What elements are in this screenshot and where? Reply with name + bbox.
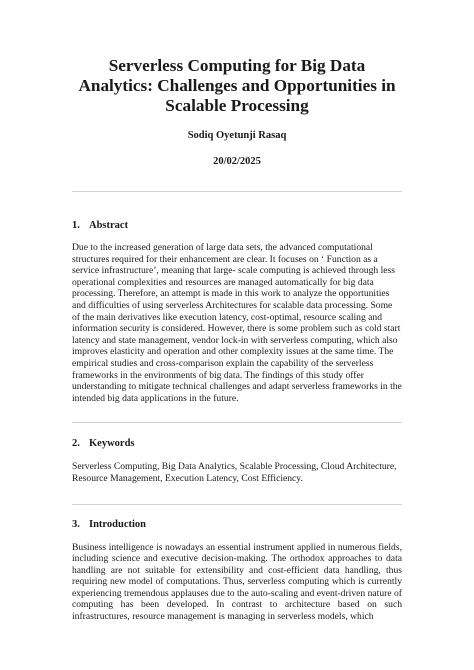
abstract-heading: [72, 220, 402, 231]
author-name: Sodiq Oyetunji Rasaq: [187, 130, 287, 141]
publication-date: 20/02/2025: [213, 156, 261, 167]
keywords-heading: [72, 438, 402, 449]
section-divider: [72, 504, 402, 505]
section-divider: [72, 191, 402, 192]
introduction-title: Introduction: [89, 518, 146, 530]
abstract-title: Abstract: [89, 220, 129, 231]
keywords-text: Serverless Computing, Big Data Analytics, Scalable Processing, Cloud Architecture, Resource Management, Execution Latency, Cost Efficiency.: [72, 461, 397, 484]
keywords-title: Keywords: [89, 438, 135, 450]
section-divider: [72, 422, 402, 423]
introduction-text: Business intelligence is nowadays an essential instrument applied in numerous fields, including science and executive decision-making. The orthodox approaches to data handling are not suitable for extensibility and cost-efficient data handling, thus requiring new model of computations. Thus, serverless computing which is currently experiencing tremendous applauses due to the auto-scaling and event-driven nature of computing has been developed. In contrast to architecture based on such infrastructures, resource management is managing in serverless models, which: [72, 541, 402, 623]
paper-title: Serverless Computing for Big Data Analytics: Challenges and Opportunities in Scalable Processing: [78, 56, 396, 115]
introduction-number: 3.: [72, 518, 80, 530]
introduction-heading: [72, 519, 402, 530]
abstract-text: Due to the increased generation of large data sets, the advanced computational structures required for their enhancement are clear. It focuses on ‘ Function as a service infrastructure’, meaning that large- scale computing is achieved through less operational complexities and resources are managed automatically for big data processing. Therefore, an attempt is made in this work to analyze the opportunities and difficulties of using serverless Architectures for scalable data processing. Some of the main derivatives like execution latency, cost-optimal, resource scaling and information security is considered. However, there is some problem such as cold start latency and state management, vendor lock-in with serverless computing, which also improves elasticity and operation and other complexity issues at the same time. The empirical studies and cross-comparison explain the capability of the serverless frameworks in the environments of big data. The findings of this study offer understanding to mitigate technical challenges and adapt serverless frameworks in the intended big data applications in the future.: [72, 242, 402, 404]
abstract-number: 1.: [72, 220, 80, 231]
keywords-number: 2.: [72, 438, 80, 450]
